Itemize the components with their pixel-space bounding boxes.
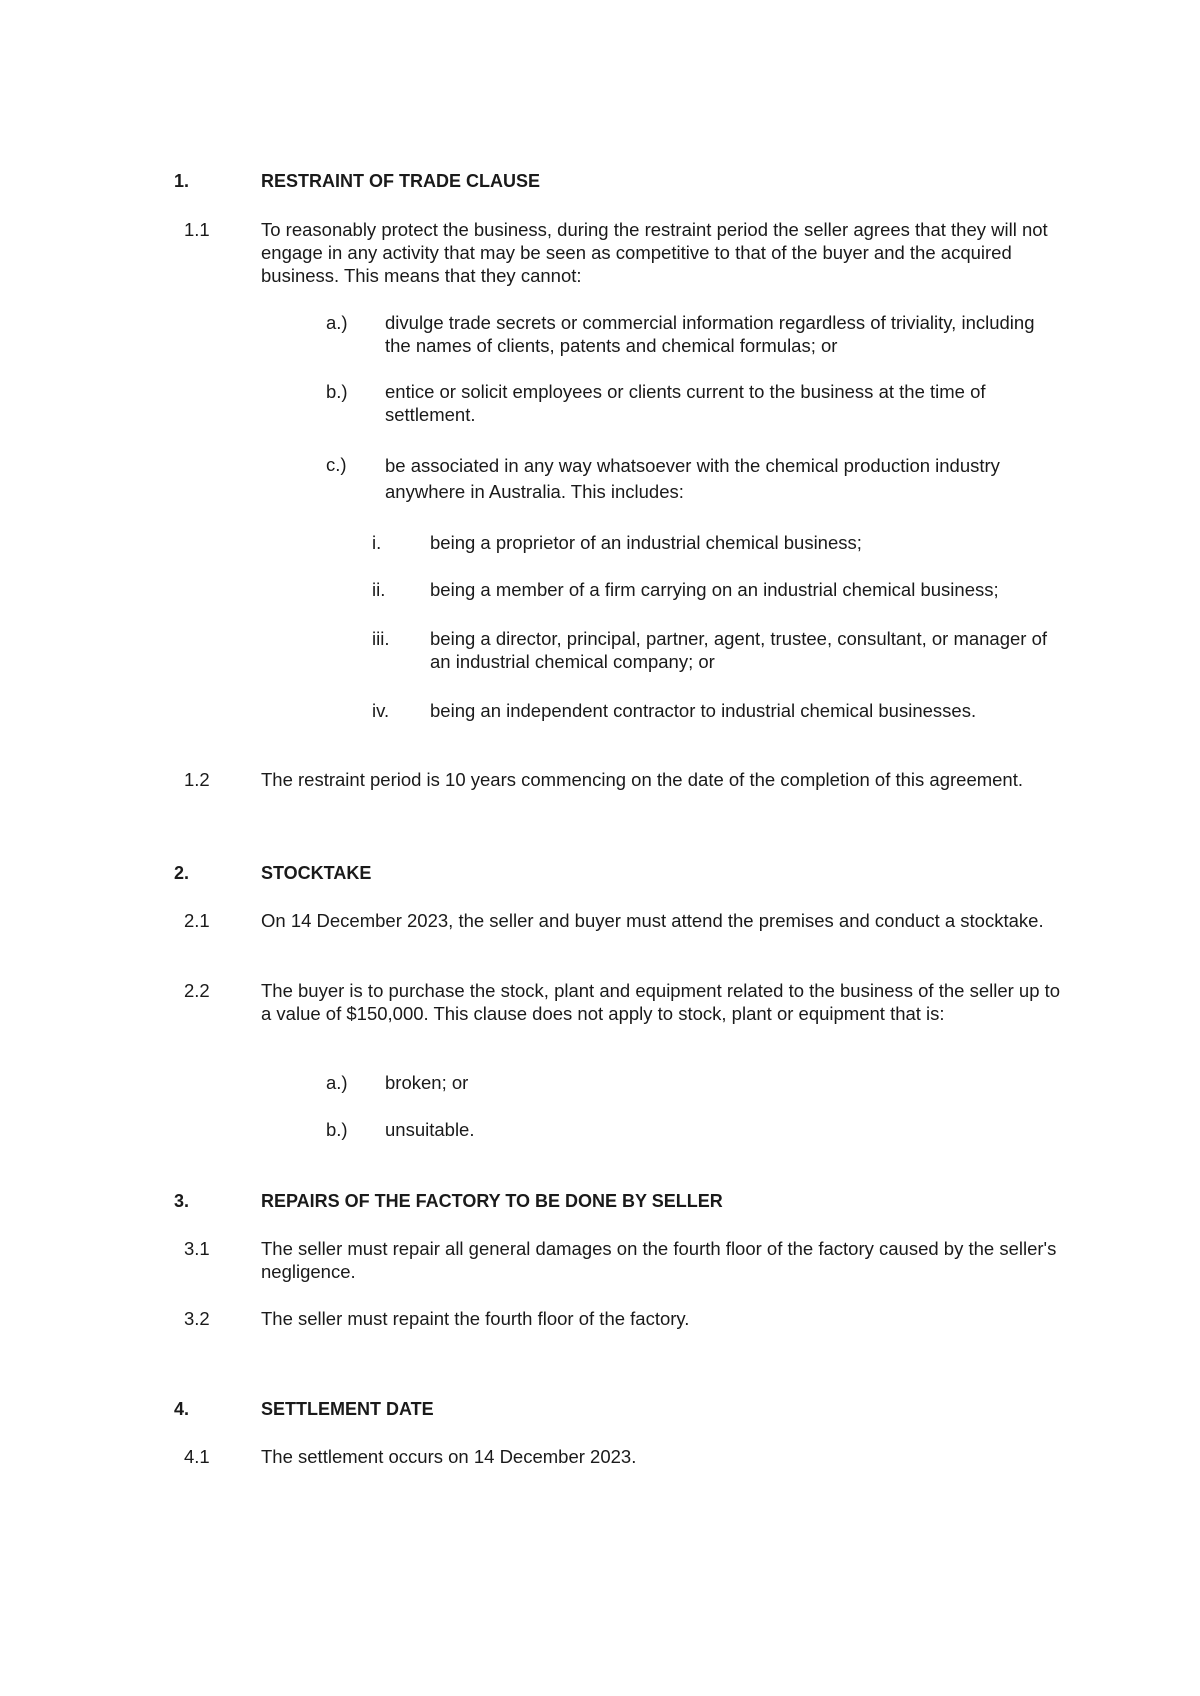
section-title: STOCKTAKE: [261, 863, 372, 883]
sub-list-item-text: being a proprietor of an industrial chemical business;: [430, 532, 862, 553]
section-number: 1.: [174, 171, 190, 191]
section-number: 4.: [174, 1399, 190, 1419]
sub-list-item-label: ii.: [372, 579, 386, 600]
list-item-label: b.): [326, 381, 348, 402]
clause-number: 2.1: [184, 910, 210, 931]
clause-text: The seller must repair all general damages on the fourth floor of the factory caused by the seller's negligence.: [261, 1238, 1057, 1282]
section-title: SETTLEMENT DATE: [261, 1399, 434, 1419]
clause-number: 3.2: [184, 1308, 210, 1329]
sub-list-item-text: being an independent contractor to industrial chemical businesses.: [430, 700, 977, 721]
list-item-text: unsuitable.: [385, 1119, 475, 1140]
section-number: 3.: [174, 1191, 190, 1211]
list-item-text: entice or solicit employees or clients current to the business at the time of settlement.: [385, 381, 986, 425]
sub-list-item-text: being a member of a firm carrying on an industrial chemical business;: [430, 579, 999, 600]
list-item-text: be associated in any way whatsoever with the chemical production industry anywhere in Australia. This includes:: [385, 455, 1000, 502]
clause-number: 4.1: [184, 1446, 210, 1467]
list-item-label: a.): [326, 312, 348, 333]
sub-list-item-label: iii.: [372, 628, 390, 649]
section-title: RESTRAINT OF TRADE CLAUSE: [261, 171, 540, 191]
sub-list-item-label: iv.: [372, 700, 390, 721]
clause-text: To reasonably protect the business, during the restraint period the seller agrees that they will not engage in any activity that may be seen as competitive to that of the buyer and the acquired business. This means that they cannot:: [261, 219, 1048, 286]
sub-list-item-label: i.: [372, 532, 382, 553]
clause-text: The settlement occurs on 14 December 2023.: [261, 1446, 637, 1467]
list-item-text: divulge trade secrets or commercial information regardless of triviality, including the names of clients, patents and chemical formulas; or: [385, 312, 1035, 356]
section-number: 2.: [174, 863, 190, 883]
clause-number: 1.2: [184, 769, 210, 790]
clause-number: 3.1: [184, 1238, 210, 1259]
clause-text: The restraint period is 10 years commencing on the date of the completion of this agreement.: [261, 769, 1023, 790]
clause-number: 2.2: [184, 980, 210, 1001]
list-item-label: c.): [326, 454, 347, 475]
clause-text: The seller must repaint the fourth floor of the factory.: [261, 1308, 690, 1329]
sub-list-item-text: being a director, principal, partner, agent, trustee, consultant, or manager of an industrial chemical company; or: [430, 628, 1048, 672]
list-item-label: a.): [326, 1072, 348, 1093]
list-item-text: broken; or: [385, 1072, 469, 1093]
section-title: REPAIRS OF THE FACTORY TO BE DONE BY SELLER: [261, 1191, 723, 1211]
clause-text: The buyer is to purchase the stock, plant and equipment related to the business of the seller up to a value of $150,000. This clause does not apply to stock, plant or equipment that is:: [261, 980, 1061, 1024]
clause-number: 1.1: [184, 219, 210, 240]
clause-text: On 14 December 2023, the seller and buyer must attend the premises and conduct a stocktake.: [261, 910, 1044, 931]
list-item-label: b.): [326, 1119, 348, 1140]
